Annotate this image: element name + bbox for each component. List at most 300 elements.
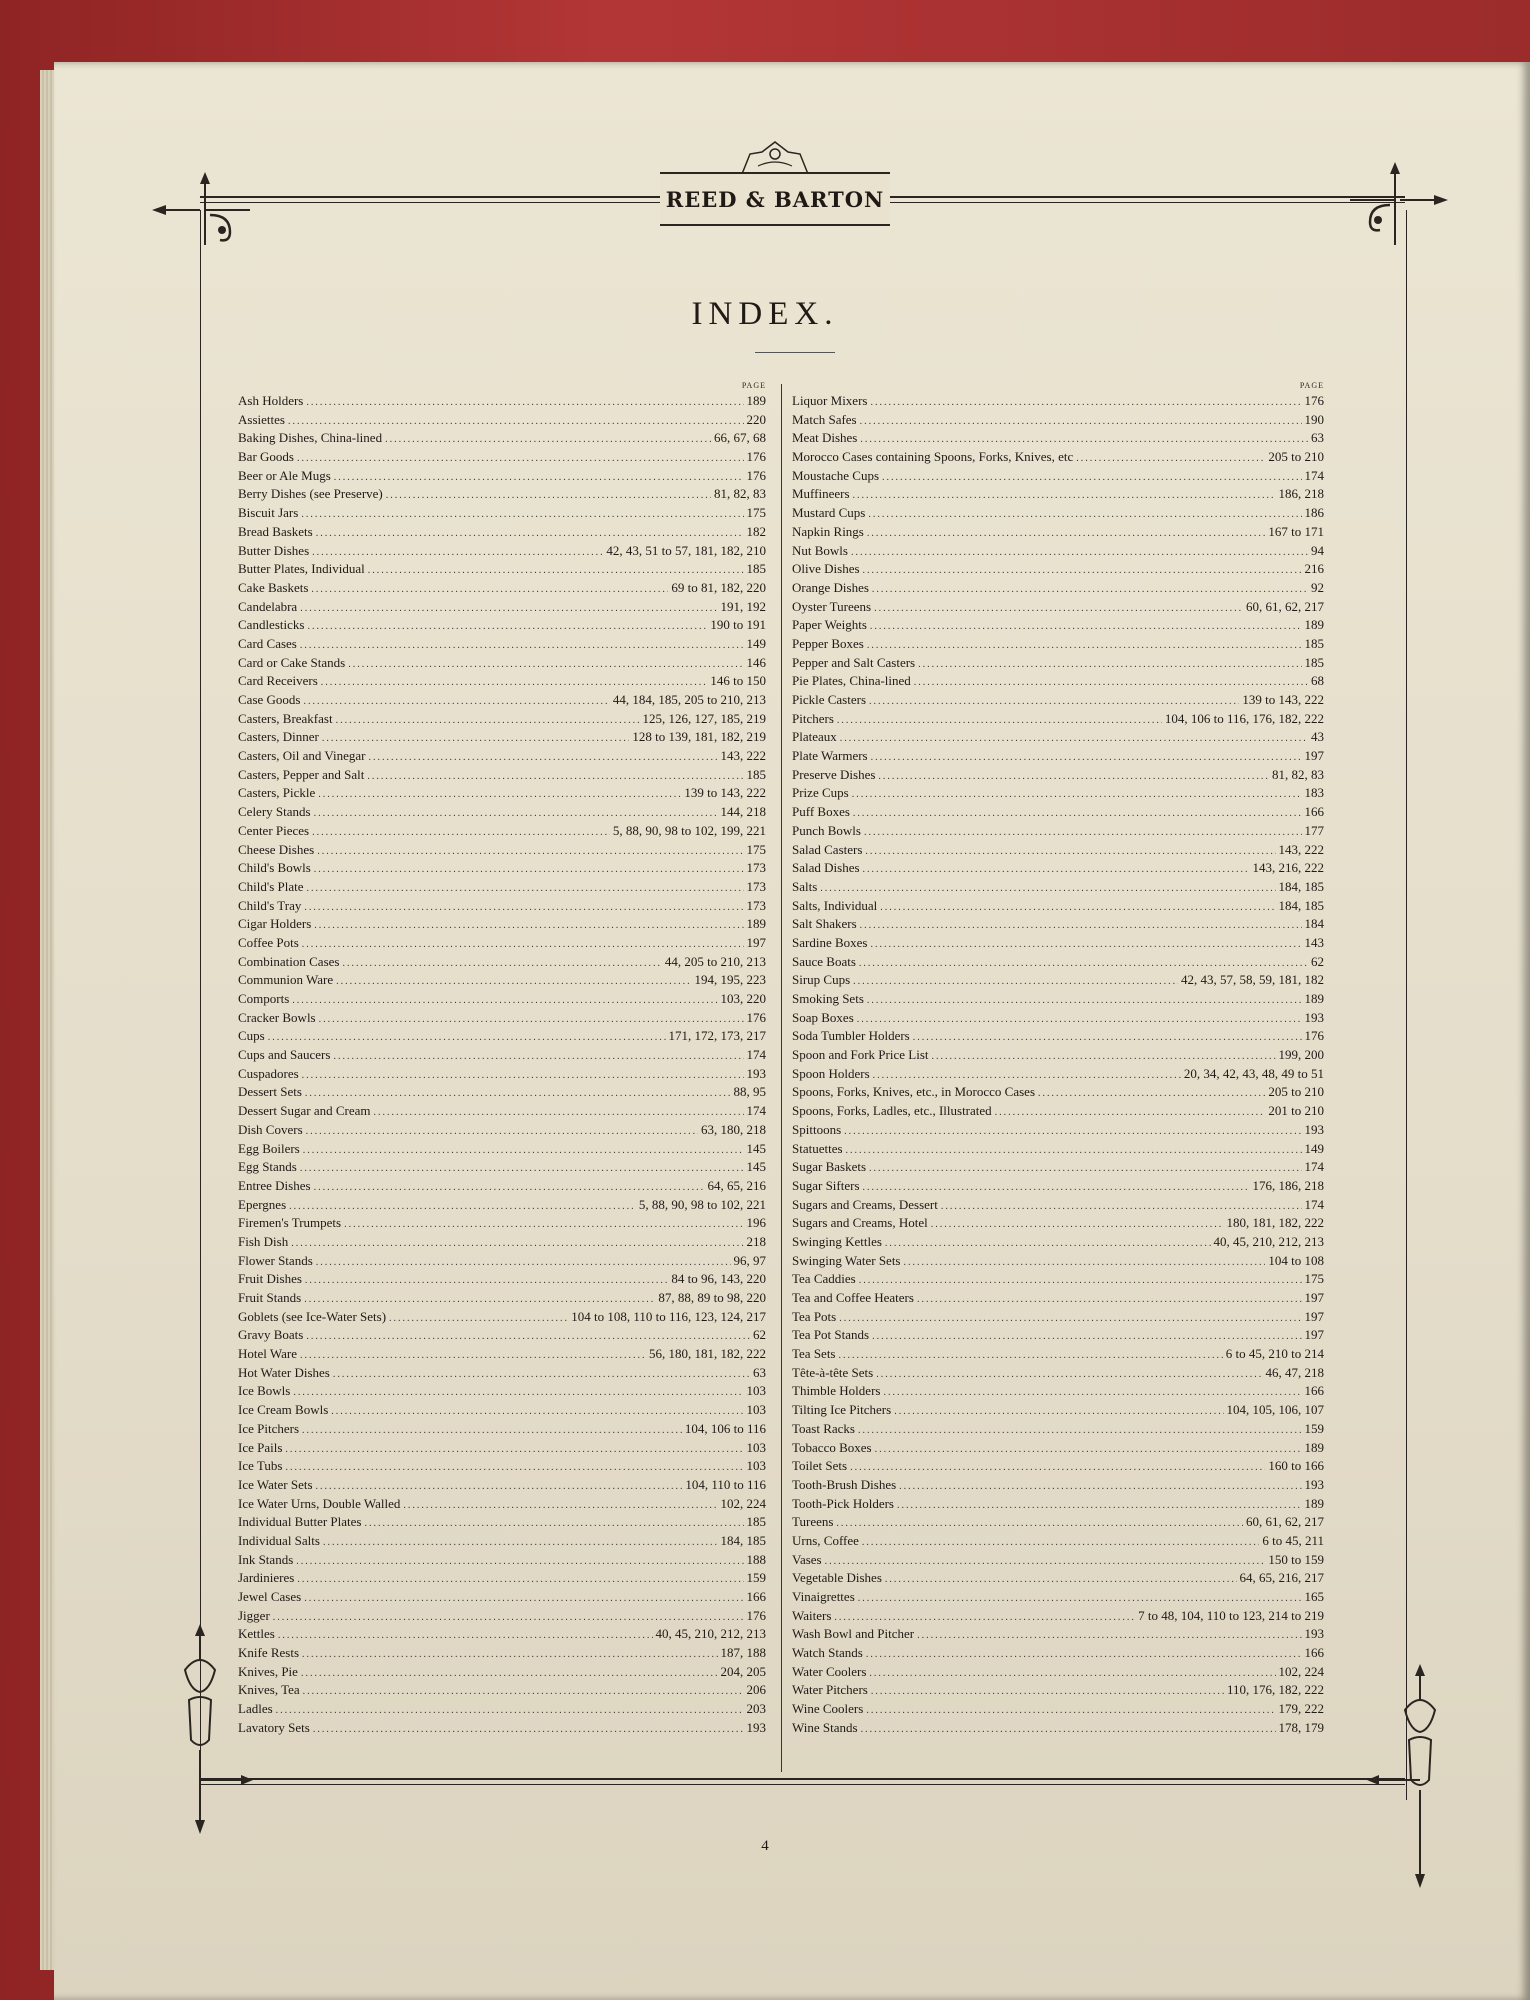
entry-pages: 149 (1304, 1140, 1324, 1156)
index-entry (792, 485, 1324, 504)
index-entry (792, 1700, 1324, 1719)
entry-name: Combination Cases (238, 953, 340, 969)
index-entry (792, 897, 1324, 916)
leader-dots (300, 1160, 744, 1177)
leader-dots (862, 1534, 1259, 1551)
index-entry (792, 990, 1324, 1009)
entry-pages: 216 (1304, 561, 1324, 577)
index-entry (792, 1214, 1324, 1233)
entry-name: Tooth-Brush Dishes (792, 1476, 897, 1492)
entry-pages: 139 to 143, 222 (1242, 692, 1324, 707)
entry-pages: 175 (746, 505, 766, 521)
entry-pages: 194, 195, 223 (694, 972, 766, 988)
leader-dots (307, 880, 744, 897)
index-entry (792, 1569, 1324, 1588)
leader-dots (303, 693, 609, 710)
index-entry (792, 616, 1324, 635)
index-entry (792, 1065, 1324, 1084)
leader-dots (866, 1702, 1275, 1719)
leader-dots (834, 1609, 1135, 1626)
entry-pages: 165 (1304, 1589, 1324, 1604)
entry-name: Ice Tubs (238, 1458, 283, 1474)
entry-name: Soda Tumbler Holders (792, 1028, 910, 1044)
entry-name: Biscuit Jars (238, 505, 299, 521)
entry-name: Paper Weights (792, 617, 867, 633)
entry-pages: 174 (746, 1047, 766, 1063)
index-entry (792, 841, 1324, 860)
entry-pages: 197 (1304, 1290, 1324, 1305)
entry-pages: 104 to 108, 110 to 116, 123, 124, 217 (571, 1308, 766, 1324)
index-entry (238, 448, 766, 467)
entry-name: Tureens (792, 1514, 834, 1530)
header-rule-right (890, 196, 1405, 198)
index-entry (792, 1270, 1324, 1289)
index-entry (792, 1252, 1324, 1271)
leader-dots (1038, 1085, 1265, 1102)
entry-name: Lavatory Sets (238, 1719, 310, 1735)
leader-dots (873, 1067, 1181, 1084)
entry-name: Sugars and Creams, Dessert (792, 1196, 938, 1212)
entry-pages: 104, 105, 106, 107 (1226, 1402, 1324, 1418)
leader-dots (885, 1571, 1237, 1588)
entry-name: Communion Ware (238, 972, 334, 988)
leader-dots (316, 525, 744, 542)
leader-dots (311, 581, 668, 598)
index-entry (792, 1326, 1324, 1345)
entry-pages: 173 (746, 860, 766, 876)
entry-pages: 193 (1304, 1626, 1324, 1642)
entry-name: Cups and Saucers (238, 1047, 331, 1063)
entry-pages: 84 to 96, 143, 220 (671, 1271, 766, 1287)
leader-dots (304, 1291, 655, 1308)
index-entry (238, 1644, 766, 1663)
leader-dots (268, 1029, 666, 1046)
entry-name: Knives, Pie (238, 1663, 298, 1679)
entry-name: Beer or Ale Mugs (238, 467, 331, 483)
entry-pages: 174 (1304, 1159, 1324, 1175)
index-entry (792, 1140, 1324, 1159)
entry-pages: 189 (1304, 1439, 1324, 1455)
leader-dots (285, 1459, 743, 1476)
leader-dots (852, 786, 1302, 803)
entry-pages: 64, 65, 216 (707, 1177, 766, 1193)
page-column-label: PAGE (741, 381, 766, 390)
entry-pages: 145 (746, 1159, 766, 1175)
index-entry (238, 1569, 766, 1588)
index-entry (792, 1719, 1324, 1738)
entry-name: Soap Boxes (792, 1009, 854, 1025)
leader-dots (871, 749, 1302, 766)
entry-pages: 204, 205 (720, 1663, 766, 1679)
entry-name: Waiters (792, 1607, 832, 1623)
leader-dots (348, 656, 743, 673)
leader-dots (303, 1142, 744, 1159)
entry-name: Ladles (238, 1701, 273, 1717)
index-entry (238, 934, 766, 953)
entry-pages: 189 (746, 393, 766, 408)
entry-name: Dessert Sugar and Cream (238, 1103, 371, 1119)
entry-name: Celery Stands (238, 804, 311, 820)
index-entry (238, 1625, 766, 1644)
entry-name: Casters, Breakfast (238, 710, 333, 726)
leader-dots (853, 973, 1178, 990)
leader-dots (301, 506, 743, 523)
entry-name: Sugar Baskets (792, 1159, 867, 1175)
header-rule-left-thin (200, 202, 660, 203)
index-entry (238, 728, 766, 747)
index-entry (792, 1663, 1324, 1682)
entry-name: Jewel Cases (238, 1589, 302, 1604)
index-entry (792, 878, 1324, 897)
page-number: 4 (761, 1838, 769, 1854)
index-entry (238, 1252, 766, 1271)
entry-pages: 145 (746, 1140, 766, 1156)
entry-name: Knife Rests (238, 1645, 300, 1661)
entry-pages: 81, 82, 83 (714, 486, 766, 502)
index-entry (238, 1196, 766, 1215)
entry-name: Gravy Boats (238, 1327, 304, 1343)
entry-name: Toast Racks (792, 1420, 855, 1436)
leader-dots (285, 1441, 743, 1458)
entry-name: Napkin Rings (792, 523, 864, 539)
leader-dots (307, 618, 707, 635)
index-entry (238, 1289, 766, 1308)
entry-name: Dessert Sets (238, 1084, 302, 1100)
index-entry (792, 1681, 1324, 1700)
leader-dots (367, 768, 743, 785)
index-entry (792, 1083, 1324, 1102)
entry-pages: 185 (746, 1514, 766, 1530)
index-entry (792, 1364, 1324, 1383)
leader-dots (323, 1534, 718, 1551)
leader-dots (865, 843, 1275, 860)
entry-name: Cracker Bowls (238, 1009, 316, 1025)
index-entry (238, 1681, 766, 1700)
index-entry (792, 392, 1324, 411)
entry-pages: 186 (1304, 505, 1324, 521)
leader-dots (867, 637, 1302, 654)
index-entry (238, 1083, 766, 1102)
entry-name: Salad Casters (792, 841, 863, 857)
entry-pages: 220 (746, 411, 766, 427)
entry-pages: 193 (1304, 1121, 1324, 1137)
entry-pages: 166 (1304, 1645, 1324, 1661)
entry-pages: 203 (746, 1701, 766, 1717)
entry-pages: 159 (1304, 1420, 1324, 1436)
entry-pages: 197 (1304, 748, 1324, 764)
entry-name: Match Safes (792, 411, 857, 427)
entry-pages: 103, 220 (720, 991, 766, 1006)
index-column-left (238, 380, 766, 1738)
entry-pages: 199, 200 (1278, 1047, 1324, 1063)
index-list-left (238, 392, 766, 1738)
entry-name: Bread Baskets (238, 523, 313, 539)
index-entry (792, 1177, 1324, 1196)
index-entry (238, 710, 766, 729)
entry-name: Spoons, Forks, Knives, etc., in Morocco Cases (792, 1084, 1036, 1100)
entry-name: Ice Pitchers (238, 1420, 300, 1436)
leader-dots (820, 880, 1275, 897)
entry-pages: 193 (1304, 1476, 1324, 1492)
entry-name: Flower Stands (238, 1252, 313, 1268)
leader-dots (386, 487, 711, 504)
index-entry (238, 1158, 766, 1177)
leader-dots (864, 824, 1302, 841)
page-column-label: PAGE (1299, 381, 1324, 390)
index-entry (238, 953, 766, 972)
entry-name: Egg Stands (238, 1159, 297, 1175)
entry-name: Tea Pot Stands (792, 1327, 870, 1343)
entry-pages: 103 (746, 1458, 766, 1474)
index-entry (238, 1551, 766, 1570)
entry-name: Toilet Sets (792, 1458, 848, 1474)
index-entry (792, 822, 1324, 841)
leader-dots (874, 600, 1243, 617)
entry-name: Preserve Dishes (792, 766, 876, 782)
index-entry (792, 542, 1324, 561)
leader-dots (301, 1665, 718, 1682)
entry-pages: 81, 82, 83 (1272, 766, 1324, 782)
index-entry (792, 654, 1324, 673)
entry-name: Tobacco Boxes (792, 1439, 872, 1455)
entry-pages: 66, 67, 68 (714, 430, 766, 446)
entry-pages: 46, 47, 218 (1265, 1364, 1324, 1380)
leader-dots (336, 712, 640, 729)
entry-pages: 176 (746, 1607, 766, 1623)
leader-dots (853, 487, 1276, 504)
entry-name: Child's Bowls (238, 860, 311, 876)
leader-dots (858, 1422, 1302, 1439)
leader-dots (869, 693, 1239, 710)
entry-pages: 56, 180, 181, 182, 222 (649, 1346, 766, 1362)
index-entry (238, 579, 766, 598)
leader-dots (304, 1590, 743, 1607)
index-entry (238, 1270, 766, 1289)
entry-pages: 206 (746, 1682, 766, 1698)
entry-pages: 175 (746, 841, 766, 857)
leader-dots (867, 992, 1302, 1009)
entry-pages: 187, 188 (720, 1645, 766, 1661)
leader-dots (291, 1235, 743, 1252)
entry-name: Morocco Cases containing Spoons, Forks, Knives, etc (792, 449, 1074, 465)
index-entry (238, 616, 766, 635)
entry-pages: 87, 88, 89 to 98, 220 (658, 1290, 766, 1305)
leader-dots (894, 1403, 1223, 1420)
entry-pages: 6 to 45, 211 (1262, 1532, 1324, 1548)
index-entry (238, 747, 766, 766)
leader-dots (331, 1403, 743, 1420)
index-list-right (792, 392, 1324, 1738)
index-entry (238, 1719, 766, 1738)
index-entry (792, 691, 1324, 710)
entry-pages: 190 (1304, 411, 1324, 427)
entry-name: Cups (238, 1028, 265, 1044)
entry-pages: 176 (746, 449, 766, 465)
leader-dots (872, 581, 1308, 598)
leader-dots (312, 544, 603, 561)
entry-name: Coffee Pots (238, 934, 299, 950)
leader-dots (314, 805, 718, 822)
leader-dots (289, 1198, 636, 1215)
entry-name: Child's Plate (238, 878, 304, 894)
entry-name: Moustache Cups (792, 467, 880, 483)
leader-dots (863, 1179, 1250, 1196)
index-entry (792, 784, 1324, 803)
entry-name: Plate Warmers (792, 748, 868, 764)
index-entry (238, 766, 766, 785)
entry-pages: 190 to 191 (710, 617, 766, 633)
index-entry (238, 878, 766, 897)
leader-dots (913, 1029, 1302, 1046)
index-entry (238, 392, 766, 411)
index-entry (238, 1513, 766, 1532)
entry-pages: 103 (746, 1383, 766, 1399)
index-entry (238, 672, 766, 691)
entry-name: Prize Cups (792, 785, 849, 801)
leader-dots (322, 730, 630, 747)
leader-dots (825, 1553, 1266, 1570)
leader-dots (306, 1123, 698, 1140)
entry-name: Fish Dish (238, 1233, 289, 1249)
index-entry (792, 1607, 1324, 1626)
entry-pages: 104, 106 to 116, 176, 182, 222 (1164, 710, 1324, 726)
leader-dots (861, 1721, 1276, 1738)
leader-dots (844, 1123, 1301, 1140)
entry-name: Oyster Tureens (792, 598, 872, 614)
leader-dots (850, 1459, 1265, 1476)
entry-name: Liquor Mixers (792, 393, 868, 408)
entry-pages: 40, 45, 210, 212, 213 (655, 1626, 766, 1642)
index-entry (792, 411, 1324, 430)
entry-pages: 60, 61, 62, 217 (1246, 1514, 1324, 1530)
header-rule-left (200, 196, 660, 198)
entry-name: Wash Bowl and Pitcher (792, 1626, 915, 1642)
leader-dots (314, 1179, 705, 1196)
index-entry (238, 1700, 766, 1719)
entry-pages: 189 (1304, 617, 1324, 633)
leader-dots (885, 1235, 1211, 1252)
entry-name: Berry Dishes (see Preserve) (238, 486, 383, 502)
leader-dots (314, 861, 744, 878)
entry-pages: 197 (1304, 1308, 1324, 1324)
index-entry (792, 579, 1324, 598)
entry-name: Sauce Boats (792, 953, 856, 969)
entry-name: Butter Dishes (238, 542, 310, 558)
entry-pages: 177 (1304, 822, 1324, 838)
column-divider (781, 384, 782, 1772)
entry-name: Vegetable Dishes (792, 1570, 882, 1586)
entry-pages: 6 to 45, 210 to 214 (1225, 1346, 1324, 1362)
entry-pages: 166 (746, 1589, 766, 1604)
entry-name: Assiettes (238, 411, 285, 427)
leader-dots (288, 413, 744, 430)
entry-pages: 174 (1304, 467, 1324, 483)
entry-name: Water Pitchers (792, 1682, 868, 1698)
leader-dots (836, 1515, 1243, 1532)
entry-pages: 7 to 48, 104, 110 to 123, 214 to 219 (1138, 1607, 1324, 1623)
entry-name: Water Coolers (792, 1663, 867, 1679)
entry-name: Swinging Water Sets (792, 1252, 901, 1268)
index-entry (238, 467, 766, 486)
entry-name: Puff Boxes (792, 804, 850, 820)
entry-pages: 60, 61, 62, 217 (1246, 598, 1324, 614)
entry-pages: 205 to 210 (1268, 449, 1324, 465)
index-entry (238, 1364, 766, 1383)
index-entry (792, 1027, 1324, 1046)
entry-pages: 189 (1304, 1495, 1324, 1511)
corner-ornament-top-left-icon (150, 170, 260, 250)
index-column-right (792, 380, 1324, 1738)
entry-pages: 176 (1304, 393, 1324, 408)
index-entry (792, 467, 1324, 486)
index-entry (792, 728, 1324, 747)
entry-name: Ice Pails (238, 1439, 283, 1455)
index-entry (792, 953, 1324, 972)
entry-name: Tilting Ice Pitchers (792, 1402, 892, 1418)
entry-name: Hotel Ware (238, 1346, 297, 1362)
index-entry (238, 429, 766, 448)
entry-name: Case Goods (238, 692, 301, 707)
entry-name: Baking Dishes, China-lined (238, 430, 383, 446)
leader-dots (302, 1067, 744, 1084)
leader-dots (897, 1497, 1302, 1514)
entry-pages: 189 (746, 916, 766, 932)
leader-dots (868, 506, 1301, 523)
index-entry (238, 1102, 766, 1121)
brand-badge: REED & BARTON (660, 172, 890, 226)
entry-pages: 146 (746, 654, 766, 670)
index-entry (238, 971, 766, 990)
index-entry (792, 1476, 1324, 1495)
entry-name: Candlesticks (238, 617, 305, 633)
index-entry (238, 841, 766, 860)
entry-name: Epergnes (238, 1196, 287, 1212)
leader-dots (853, 805, 1302, 822)
leader-dots (385, 431, 711, 448)
index-entry (792, 1420, 1324, 1439)
leader-dots (859, 955, 1308, 972)
entry-name: Ice Water Urns, Double Walled (238, 1495, 401, 1511)
entry-name: Olive Dishes (792, 561, 860, 577)
entry-pages: 184, 185 (1278, 878, 1324, 894)
index-entry (792, 859, 1324, 878)
leader-dots (904, 1254, 1266, 1271)
entry-name: Card Receivers (238, 673, 318, 689)
index-entry (238, 1009, 766, 1028)
index-entry (792, 1495, 1324, 1514)
entry-name: Pickle Casters (792, 692, 867, 707)
leader-dots (876, 1366, 1262, 1383)
leader-dots (300, 600, 717, 617)
entry-name: Jardinieres (238, 1570, 295, 1586)
leader-dots (300, 1347, 646, 1364)
entry-name: Tea and Coffee Heaters (792, 1290, 914, 1305)
entry-name: Dish Covers (238, 1121, 303, 1137)
leader-dots (292, 992, 717, 1009)
leader-dots (302, 1646, 717, 1663)
leader-dots (293, 1384, 743, 1401)
index-entry (238, 654, 766, 673)
entry-pages: 103 (746, 1439, 766, 1455)
index-entry (238, 1065, 766, 1084)
entry-pages: 175 (1304, 1271, 1324, 1287)
entry-pages: 94 (1311, 542, 1324, 558)
index-entry (792, 1401, 1324, 1420)
entry-pages: 184, 185 (720, 1532, 766, 1548)
leader-dots (872, 1328, 1301, 1345)
entry-pages: 185 (746, 766, 766, 782)
urn-ornament-bottom-right-icon (1365, 1660, 1455, 1890)
